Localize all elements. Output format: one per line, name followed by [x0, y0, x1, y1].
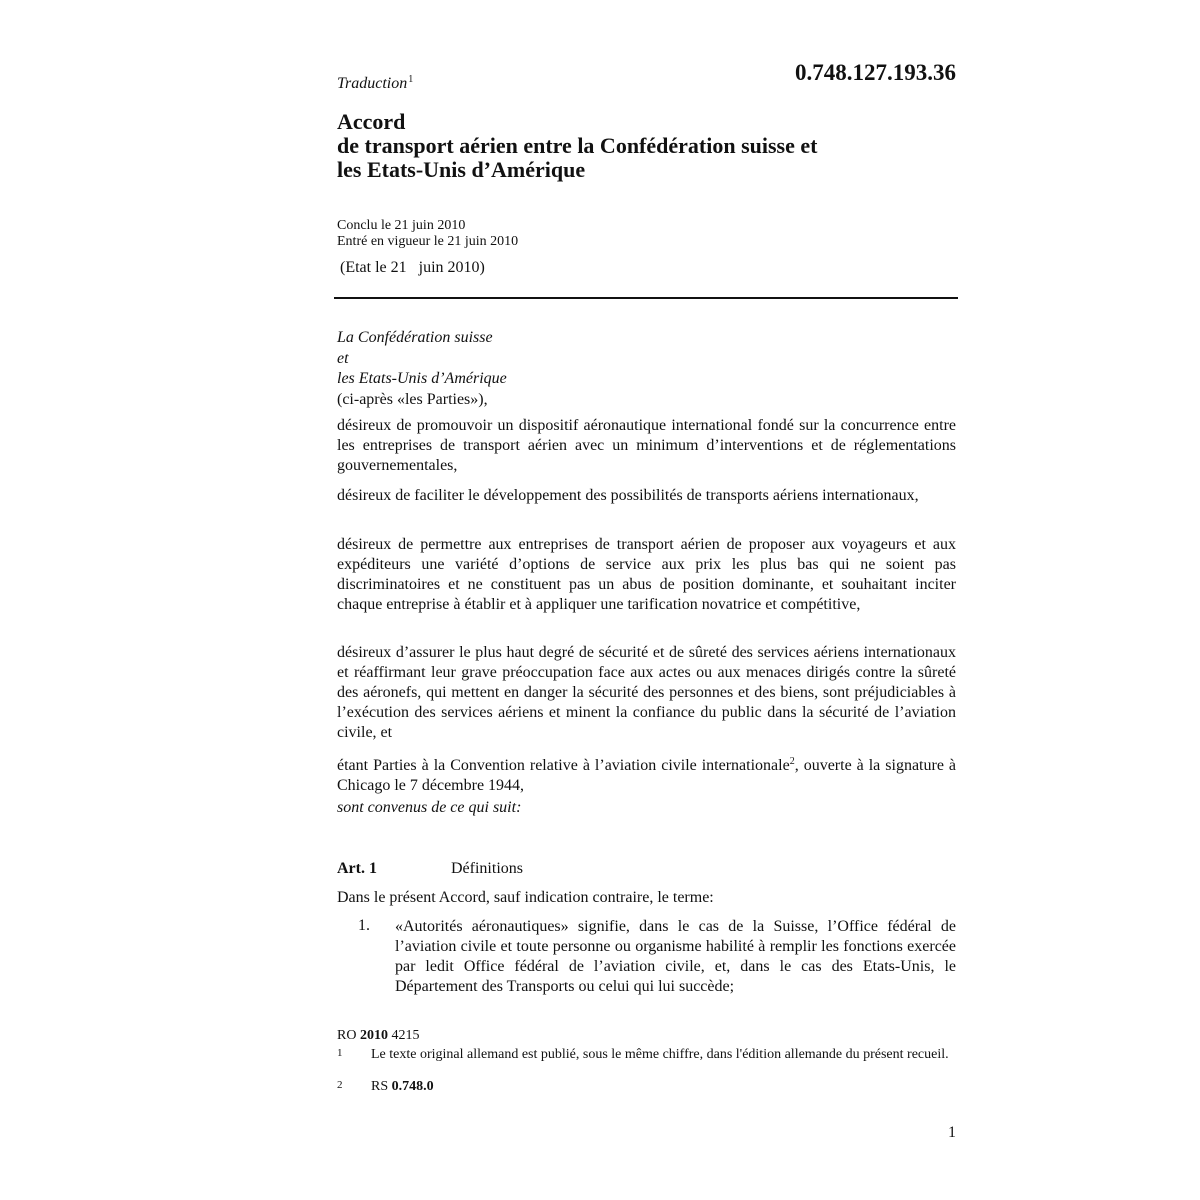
footnote-1-number: 1	[337, 1047, 343, 1059]
preamble-parties	[337, 328, 507, 410]
parties-definition: (ci-après «les Parties»),	[337, 390, 488, 408]
title-line-2: de transport aérien entre la Confédération suisse et	[337, 133, 818, 158]
date-concluded: Conclu le 21 juin 2010	[337, 218, 466, 233]
ro-page: 4215	[391, 1028, 420, 1043]
footnote-ref-1[interactable]: 1	[408, 74, 414, 85]
document-number: 0.748.127.193.36	[795, 60, 956, 85]
status-date: (Etat le 21 juin 2010)	[340, 259, 485, 276]
document-title	[337, 110, 957, 182]
list-item-text: «Autorités aéronautiques» signifie, dans le cas de la Suisse, l’Office fédéral de l’aviation civile et toute personne ou organisme habilité à remplir les fonctions exercée par ledit Office fédéral de l’aviation civile, et, dans le cas des Etats-Unis, le Département des Transports ou celui qui lui succède;	[395, 918, 956, 995]
date-in-force: Entré en vigueur le 21 juin 2010	[337, 234, 519, 249]
party-usa: les Etats-Unis d’Amérique	[337, 370, 507, 387]
party-conjunction: et	[337, 349, 349, 367]
translation-text: Traduction	[337, 75, 408, 92]
footnote-ref-2[interactable]: 2	[789, 756, 795, 767]
preamble-paragraph-2: désireux de faciliter le développement des possibilités de transports aériens internationaux,	[337, 487, 919, 504]
preamble-paragraph-5	[337, 752, 956, 796]
preamble-paragraph-3: désireux de permettre aux entreprises de transport aérien de proposer aux voyageurs et aux expéditeurs une variété d’options de service aux prix les plus bas qui ne soient pas discriminatoires et ne constituent pas un abus de position dominante, et souhaitant inciter chaque entreprise à établir et à appliquer une tarification novatrice et compétitive,	[337, 536, 956, 613]
page-number: 1	[948, 1124, 956, 1141]
header-divider	[334, 297, 958, 299]
translation-label	[337, 74, 413, 93]
article-intro: Dans le présent Accord, sauf indication contraire, le terme:	[337, 889, 714, 906]
preamble-paragraph-4: désireux d’assurer le plus haut degré de sécurité et de sûreté des services aériens internationaux et réaffirmant leur grave préoccupation face aux actes ou aux menaces dirigés contre la sûreté des aéronefs, qui mettent en danger la sécurité des personnes et des biens, sont préjudiciables à l’exécution des services aériens et minent la confiance du public dans la sécurité de l’aviation civile, et	[337, 644, 956, 741]
fn2-ref[interactable]: 0.748.0	[391, 1079, 434, 1094]
article-title: Définitions	[451, 860, 523, 877]
footnote-2-number: 2	[337, 1079, 343, 1091]
title-line-1: Accord	[337, 109, 406, 134]
party-switzerland: La Confédération suisse	[337, 329, 493, 346]
document-dates	[337, 218, 518, 250]
footnote-2-text	[371, 1079, 434, 1095]
ro-year: 2010	[359, 1028, 388, 1043]
convention-text-cont: , ouverte à la signature à Chicago le 7 décembre 1944,	[337, 757, 956, 794]
official-compilation-ref	[337, 1028, 419, 1044]
footnote-1-text: Le texte original allemand est publié, sous le même chiffre, dans l'édition allemande du présent recueil.	[371, 1047, 949, 1062]
convention-text: étant Parties à la Convention relative à l’aviation civile internationale	[337, 757, 790, 774]
ro-prefix: RO	[337, 1028, 357, 1043]
preamble-paragraph-1: désireux de promouvoir un dispositif aéronautique international fondé sur la concurrence entre les entreprises de transport aérien avec un minimum d’interventions et de réglementations gouvernementales,	[337, 417, 956, 474]
fn2-prefix: RS	[371, 1079, 389, 1094]
article-heading	[337, 860, 523, 878]
list-item-number: 1.	[358, 917, 370, 934]
article-number: Art. 1	[337, 860, 377, 877]
agreement-clause: sont convenus de ce qui suit:	[337, 799, 522, 816]
title-line-3: les Etats-Unis d’Amérique	[337, 157, 586, 182]
